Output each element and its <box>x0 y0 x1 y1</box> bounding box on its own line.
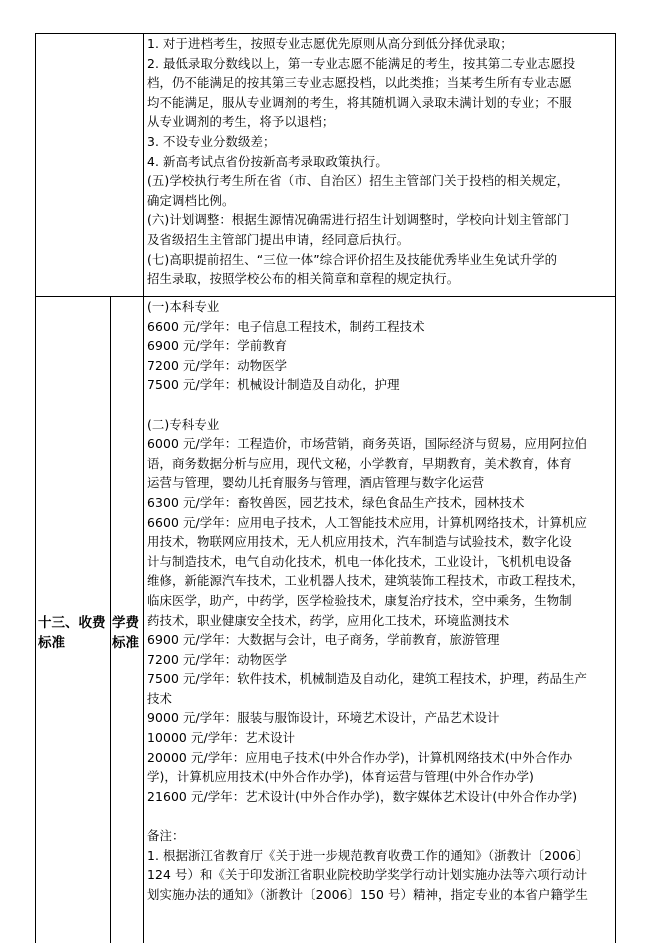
fee-text-line: (一)本科专业 <box>147 299 220 314</box>
fee-text-line: 9000 元/学年：服装与服饰设计，环境艺术设计，产品艺术设计 <box>147 710 500 726</box>
column-divider-2 <box>143 33 144 943</box>
fee-text-line: 维修，新能源汽车技术，工业机器人技术，建筑装饰工程技术，市政工程技术， <box>147 573 585 589</box>
fee-text-line: 7500 元/学年：机械设计制造及自动化，护理 <box>147 377 400 393</box>
fee-text-line: 20000 元/学年：应用电子技术(中外合作办学)，计算机网络技术(中外合作办 <box>147 749 573 765</box>
rules-text-line: 3. 不设专业分数级差； <box>147 133 276 149</box>
fee-text-line: 6300 元/学年：畜牧兽医，园艺技术，绿色食品生产技术，园林技术 <box>147 494 525 510</box>
fee-text-line: 6900 元/学年：大数据与会计，电子商务，学前教育，旅游管理 <box>147 632 500 648</box>
admission-rules-cell <box>147 34 613 289</box>
fee-text-line: 药技术，职业健康安全技术，药学，应用化工技术，环境监测技术 <box>147 612 510 628</box>
fee-text-line: 6600 元/学年：应用电子技术，人工智能技术应用，计算机网络技术，计算机应 <box>147 514 587 530</box>
fee-text-line: 6600 元/学年：电子信息工程技术，制药工程技术 <box>147 318 425 334</box>
fee-text-line: 10000 元/学年：艺术设计 <box>147 730 296 746</box>
rules-text-line: 及省级招生主管部门提出申请，经同意后执行。 <box>147 231 410 247</box>
fee-standard-cell <box>147 297 613 904</box>
table-right-border <box>615 33 616 943</box>
fee-text-line: 用技术，物联网应用技术，无人机应用技术，汽车制造与试验技术，数字化设 <box>147 534 572 550</box>
rules-text-line: 2. 最低录取分数线以上，第一专业志愿不能满足的考生，按其第二专业志愿投 <box>147 55 576 71</box>
fee-text-line: 7200 元/学年：动物医学 <box>147 651 288 667</box>
fee-text-line: 备注： <box>147 828 185 844</box>
rules-text-line: 1. 对于进档考生，按照专业志愿优先原则从高分到低分择优录取； <box>147 36 513 51</box>
fee-text-line: 7200 元/学年：动物医学 <box>147 357 288 373</box>
rules-text-line: 确定调档比例。 <box>147 192 235 208</box>
fee-text-line: (二)专科专业 <box>147 416 220 432</box>
fee-text-line: 临床医学，助产，中药学，医学检验技术，康复治疗技术，空中乘务，生物制 <box>147 592 572 608</box>
fee-text-line: 124 号）和《关于印发浙江省职业院校助学奖学行动计划实施办法等六项行动计 <box>147 867 588 883</box>
fee-text-line: 计与制造技术，电气自动化技术，机电一体化技术，工业设计，飞机机电设备 <box>147 553 572 569</box>
rules-text-line: 从专业调剂的考生，将予以退档； <box>147 114 335 130</box>
fee-text-line <box>147 395 613 415</box>
section-subtitle: 学费标准 <box>112 615 139 651</box>
rules-text-line: 档，仍不能满足的按其第三专业志愿投档，以此类推；当某考生所有专业志愿 <box>147 75 572 91</box>
fee-text-line: 7500 元/学年：软件技术，机械制造及自动化，建筑工程技术，护理，药品生产 <box>147 671 587 687</box>
fee-text-line: 学)，计算机应用技术(中外合作办学)，体育运营与管理(中外合作办学) <box>147 769 534 785</box>
fee-text-line: 运营与管理，婴幼儿托育服务与管理，酒店管理与数字化运营 <box>147 475 485 491</box>
table-left-border <box>35 33 36 943</box>
rules-text-line: 招生录取，按照学校公布的相关简章和章程的规定执行。 <box>147 271 460 287</box>
rules-text-line: (五)学校执行考生所在省（市、自治区）招生主管部门关于投档的相关规定， <box>147 173 570 189</box>
rules-text-line: 均不能满足，服从专业调剂的考生，将其随机调入录取未满计划的专业；不服 <box>147 94 572 110</box>
rules-text-line: (七)高职提前招生、“三位一体”综合评价招生及技能优秀毕业生免试升学的 <box>147 251 558 267</box>
section-title: 十三、收费标准 <box>38 615 106 651</box>
fee-text-line: 1. 根据浙江省教育厅《关于进一步规范教育收费工作的通知》（浙教计〔2006〕 <box>147 847 589 863</box>
column-divider-1 <box>110 296 111 943</box>
rules-text-line: 4. 新高考试点省份按新高考录取政策执行。 <box>147 153 388 169</box>
rules-text-line: (六)计划调整：根据生源情况确需进行招生计划调整时，学校向计划主管部门 <box>147 212 570 228</box>
fee-text-line <box>147 806 613 826</box>
fee-text-line: 技术 <box>147 690 172 706</box>
fee-text-line: 6000 元/学年：工程造价，市场营销，商务英语，国际经济与贸易，应用阿拉伯 <box>147 436 587 452</box>
fee-text-line: 21600 元/学年：艺术设计(中外合作办学)，数字媒体艺术设计(中外合作办学) <box>147 788 578 804</box>
fee-text-line: 语，商务数据分析与应用，现代文秘，小学教育，早期教育，美术教育，体育 <box>147 455 572 471</box>
fee-text-line: 划实施办法的通知》（浙教计〔2006〕150 号）精神，指定专业的本省户籍学生 <box>147 886 588 902</box>
fee-text-line: 6900 元/学年：学前教育 <box>147 338 288 354</box>
